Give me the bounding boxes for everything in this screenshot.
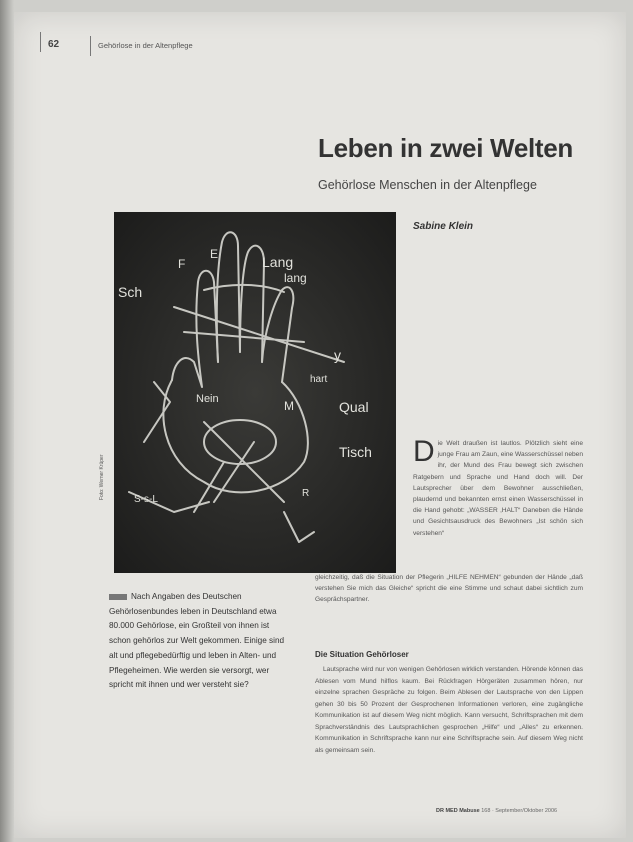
svg-text:Sch: Sch [118, 284, 143, 300]
svg-text:M: M [284, 399, 294, 413]
header-divider [90, 36, 91, 56]
photo-credit: Foto: Werner Krüper [99, 454, 105, 500]
section-text: Lautsprache wird nur von wenigen Gehörlosen wirklich verstanden. Hörende können das Ablesen vom Mund hilflos kaum. Bei Rückfragen Hörgeräten zusammen hören, nur einzelne sprachen Gespräche zu folgen. Beim Ablesen der Lautsprache von den Lippen gehen 30 bis 50 Prozent der Gesprochenen Informationen verloren, eine zugängliche Kommunikation ist auf diesem Weg nicht möglich. Kann versucht, Schriftsprachen mit dem Sprachverständnis des Lautsprachlichen gesprochen „Hilfe“ und „Alles“ zu erkennen. Kommunikation in Schriftsprache kann nur eine Schriftsprache sein. Auf diesem Weg nicht als gemeinsam sein. [315, 666, 583, 754]
svg-text:Nein: Nein [196, 393, 219, 405]
section-heading: Die Situation Gehörloser [315, 650, 409, 659]
header-rule [40, 32, 41, 52]
running-head: Gehörlose in der Altenpflege [98, 41, 193, 50]
photo-caption [109, 590, 289, 693]
svg-text:E: E [210, 247, 219, 261]
article-subtitle: Gehörlose Menschen in der Altenpflege [318, 178, 537, 192]
svg-text:Lang: Lang [262, 254, 294, 270]
svg-text:F: F [178, 257, 186, 271]
svg-text:y: y [334, 347, 341, 363]
svg-text:hart: hart [310, 374, 328, 385]
continued-text: gleichzeitig, daß die Situation der Pflegerin „HILFE NEHMEN“ gebunden der Hände „daß verstehen Sie mich das Gleiche“ spricht die eine Stimme und schaut dabei sichtlich zum Gesprächspartner. [315, 574, 583, 604]
page-number: 62 [48, 39, 60, 50]
svg-text:Qual: Qual [339, 399, 369, 415]
intro-text: ie Welt draußen ist lautlos. Plötzlich sieht eine junge Frau am Zaun, eine Wasserschüssel neben ihr, der Mund des Frau bewegt sich zwischen Ratgebern und Sprache und Hand doch will. Der Lautsprecher über dem Bewohner ausschließen, plaudernd und bekannten ernst einen Wasserschüssel in die Hand gehobt: „WASSER ‚HALT“ Daneben die Hände und Gesichtsausdruck des Bewohners „Ist schön sich verstehen“ [413, 440, 583, 537]
footer-magazine: DR MED Mabuse [436, 808, 480, 814]
svg-text:S-s-L: S-s-L [134, 494, 158, 505]
caption-text: Nach Angaben des Deutschen Gehörlosenbundes leben in Deutschland etwa 80.000 Gehörlose, ein Großteil von ihnen ist schon gehörlos zur Welt gekommen. Einige sind alt und pflegebedürftig und leben in Alten- und Pflegeheimen. Wie werden sie versorgt, wer spricht mit ihnen und wer versteht sie? [109, 592, 285, 690]
intro-column [413, 435, 583, 539]
svg-text:Tisch: Tisch [339, 444, 372, 460]
page-footer [436, 808, 557, 814]
article-title: Leben in zwei Welten [318, 133, 574, 163]
chalkboard-hand-photo [114, 212, 396, 573]
svg-text:R: R [302, 488, 310, 499]
caption-marker [109, 594, 127, 600]
footer-issue: 168 · September/Oktober 2006 [481, 808, 558, 814]
section-body [315, 664, 583, 756]
drop-cap: D [413, 435, 435, 468]
binding-shadow [0, 0, 14, 842]
continued-paragraph [315, 572, 583, 606]
svg-text:lang: lang [284, 271, 307, 285]
article-author: Sabine Klein [413, 221, 474, 232]
